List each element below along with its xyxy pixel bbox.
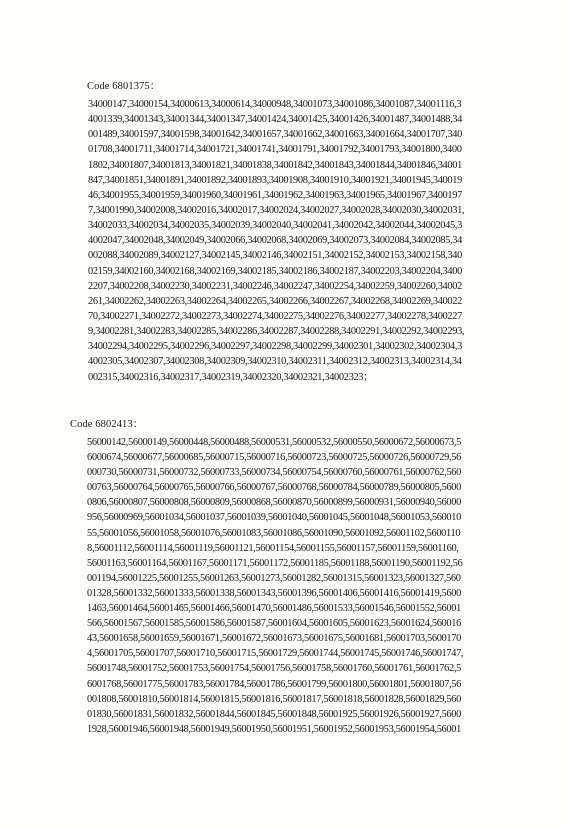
code-line: 7,34001990,34002008,34002016,34002017,34002024,34002027,34002028,34002030,34002031, [88, 204, 465, 216]
code-line: 02159,34002160,34002168,34002169,34002185,34002186,34002187,34002203,34002204,3400 [88, 265, 462, 277]
code-line: 6001768,56001775,56001783,56001784,56001786,56001799,56001800,56001801,56001807,56 [87, 678, 461, 690]
code-line: 001808,56001810,56001814,56001815,56001816,56001817,56001818,56001828,56001829,560 [87, 693, 461, 705]
code-line: 261,34002262,34002263,34002264,34002265,34002266,34002267,34002268,34002269,340022 [88, 295, 462, 307]
code-line: 001489,34001597,34001598,34001642,34001657,34001662,34001663,34001664,34001707,340 [88, 129, 462, 141]
code-list [87, 435, 463, 737]
code-line: 4002047,34002048,34002049,34002066,34002068,34002069,34002073,34002084,34002085,34 [88, 235, 462, 247]
code-line: 4,56001705,56001707,56001710,56001715,56001729,56001744,56001745,56001746,56001747, [87, 648, 464, 660]
code-line: 01328,56001332,56001333,56001338,56001343,56001396,56001406,56001416,56001419,5600 [87, 587, 461, 599]
code-line: 9,34002281,34002283,34002285,34002286,34002287,34002288,34002291,34002292,34002293, [88, 326, 465, 338]
code-line: 566,56001567,56001585,56001586,56001587,56001604,56001605,56001623,56001624,560016 [87, 618, 461, 630]
code-line: 34002294,34002295,34002296,34002297,34002298,34002299,34002301,34002302,34002304,3 [88, 341, 462, 353]
code-line: 1463,56001464,56001465,56001466,56001470,56001486,56001533,56001546,56001552,56001 [87, 603, 461, 615]
code-line: 46,34001955,34001959,34001960,34001961,34001962,34001963,34001965,34001967,3400197 [88, 189, 462, 201]
code-line: 00763,56000764,56000765,56000766,56000767,56000768,56000784,56000789,56000805,5600 [87, 482, 461, 494]
code-line: 43,56001658,56001659,56001671,56001672,56001673,56001675,56001681,56001703,5600170 [87, 633, 461, 645]
code-line: 002315,34002316,34002317,34002319,34002320,34002321,34002323； [88, 371, 374, 383]
code-line: 8,56001112,56001114,56001119,56001121,56001154,56001155,56001157,56001159,56001160, [87, 542, 459, 554]
code-line: 1802,34001807,34001813,34001821,34001838,34001842,34001843,34001844,34001846,34001 [88, 159, 462, 171]
code-line: 01708,34001711,34001714,34001721,34001741,34001791,34001792,34001793,34001800,3400 [88, 144, 462, 156]
section-title: Code 6802413： [70, 419, 144, 430]
code-line: 55,56001056,56001058,56001076,56001083,56001086,56001090,56001092,56001102,5600110 [87, 527, 461, 539]
code-line: 56001748,56001752,56001753,56001754,56001756,56001758,56001760,56001761,56001762,5 [87, 663, 461, 675]
section-title: Code 6801375： [87, 81, 161, 92]
code-line: 01830,56001831,56001832,56001844,56001845,56001848,56001925,56001926,56001927,5600 [87, 708, 461, 720]
code-line: 56000142,56000149,56000448,56000488,56000531,56000532,56000550,56000672,56000673,5 [87, 437, 461, 448]
code-line: 1928,56001946,56001948,56001949,56001950,56001951,56001952,56001953,56001954,56001 [87, 723, 461, 735]
code-line: 956,56000969,56001034,56001037,56001039,56001040,56001045,56001048,56001053,560010 [87, 512, 461, 524]
code-line: 000730,56000731,56000732,56000733,56000734,56000754,56000760,56000761,56000762,560 [87, 467, 461, 479]
code-line: 6000674,56000677,56000685,56000715,56000716,56000723,56000725,56000726,56000729,56 [87, 452, 461, 464]
code-line: 847,34001851,34001891,34001892,34001893,34001908,34001910,34001921,34001945,340019 [88, 174, 462, 186]
code-line: 4002305,34002307,34002308,34002309,34002310,34002311,34002312,34002313,34002314,34 [88, 356, 462, 368]
code-list [88, 97, 464, 385]
code-line: 34000147,34000154,34000613,34000614,34000948,34001073,34001086,34001087,34001116,3 [88, 99, 462, 110]
code-line: 70,34002271,34002272,34002273,34002274,34002275,34002276,34002277,34002278,3400227 [88, 310, 462, 322]
code-line: 4001339,34001343,34001344,34001347,34001424,34001425,34001426,34001487,34001488,34 [88, 114, 462, 126]
code-line: 0806,56000807,56000808,56000809,56000868,56000870,56000899,56000931,56000940,56000 [87, 497, 461, 509]
code-line: 002088,34002089,34002127,34002145,34002146,34002151,34002152,34002153,34002158,340 [88, 250, 462, 262]
code-line: 34002033,34002034,34002035,34002039,34002040,34002041,34002042,34002044,34002045,3 [88, 220, 462, 232]
code-line: 001194,56001225,56001255,56001263,56001273,56001282,56001315,56001323,56001327,560 [87, 572, 461, 584]
code-line: 2207,34002208,34002230,34002231,34002246,34002247,34002254,34002259,34002260,34002 [88, 280, 462, 292]
code-line: 56001163,56001164,56001167,56001171,56001172,56001185,56001188,56001190,56001192,56 [87, 557, 463, 569]
